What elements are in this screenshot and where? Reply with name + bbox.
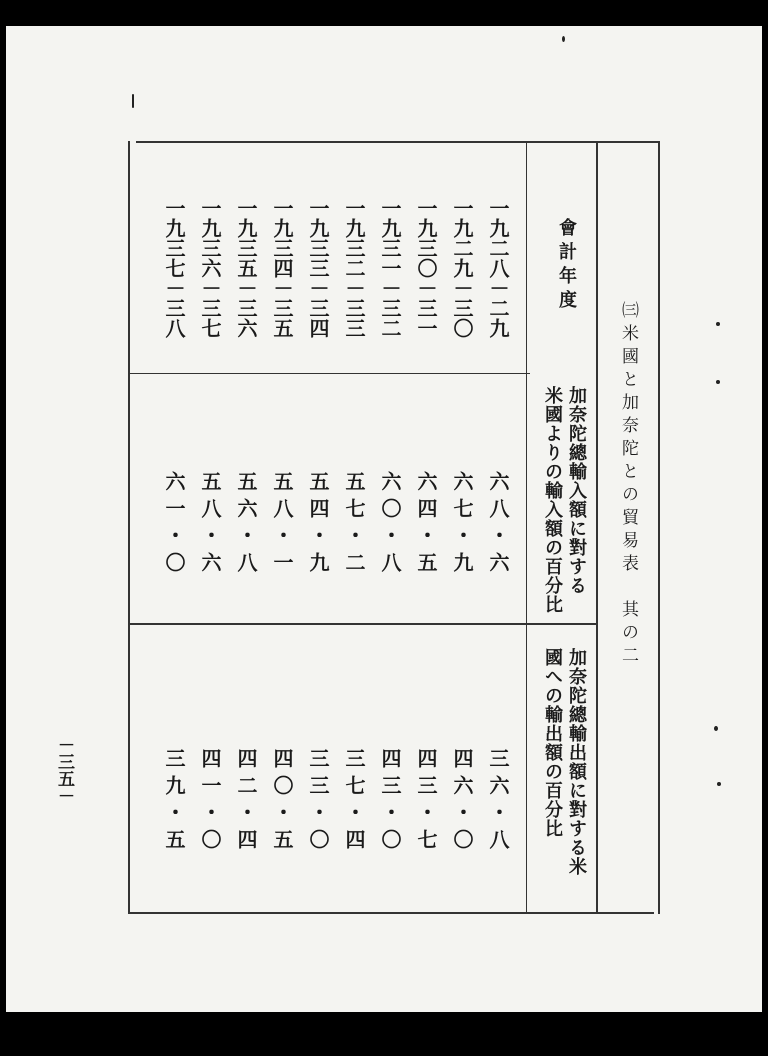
import-share-cell: 六一・〇 <box>162 471 186 579</box>
scan-speck <box>132 94 134 108</box>
import-share-cell: 五六・八 <box>234 471 258 579</box>
year-cell: 一九三七－三八 <box>162 198 186 338</box>
table-title: ㈢米國と加奈陀との貿易表 其の二 <box>618 301 638 669</box>
import-share-cell: 六七・九 <box>450 471 474 579</box>
export-share-cell: 四六・〇 <box>450 748 474 856</box>
import-share-cell: 五七・二 <box>342 471 366 579</box>
export-share-cell: 三六・八 <box>486 748 510 856</box>
scan-speck <box>716 322 720 326</box>
row-divider-1 <box>130 373 530 374</box>
year-cell: 一九三六－三七 <box>198 198 222 338</box>
import-share-cell: 五四・九 <box>306 471 330 579</box>
scanned-page <box>6 26 762 1012</box>
header-export-line-2: 國への輸出額の百分比 <box>542 648 563 838</box>
export-share-cell: 四一・〇 <box>198 748 222 856</box>
scan-speck <box>716 380 720 384</box>
page-number: －三五－ <box>54 736 74 804</box>
export-share-cell: 四〇・五 <box>270 748 294 856</box>
scan-speck <box>562 36 565 42</box>
column-divider-title <box>596 141 598 914</box>
import-share-cell: 五八・六 <box>198 471 222 579</box>
import-share-cell: 六四・五 <box>414 471 438 579</box>
export-share-cell: 三九・五 <box>162 748 186 856</box>
export-share-cell: 三七・四 <box>342 748 366 856</box>
year-cell: 一九二八－二九 <box>486 198 510 338</box>
column-divider-header <box>526 141 527 914</box>
import-share-cell: 六八・六 <box>486 471 510 579</box>
export-share-cell: 四三・〇 <box>378 748 402 856</box>
scan-speck <box>717 782 721 786</box>
export-share-cell: 三三・〇 <box>306 748 330 856</box>
header-export-line-1: 加奈陀總輸出額に對する米 <box>566 648 587 876</box>
header-import-line-1: 加奈陀總輸入額に對する <box>566 386 587 595</box>
import-share-cell: 五八・一 <box>270 471 294 579</box>
table-border-right <box>658 141 660 914</box>
year-cell: 一九三三－三四 <box>306 198 330 338</box>
year-cell: 一九三一－三二 <box>378 198 402 338</box>
year-cell: 一九三五－三六 <box>234 198 258 338</box>
header-fiscal-year: 會計年度 <box>556 218 577 314</box>
table-border-bottom <box>128 912 654 914</box>
import-share-cell: 六〇・八 <box>378 471 402 579</box>
year-cell: 一九三四－三五 <box>270 198 294 338</box>
year-cell: 一九三〇－三一 <box>414 198 438 338</box>
export-share-cell: 四三・七 <box>414 748 438 856</box>
scan-speck <box>714 726 718 731</box>
year-cell: 一九三二－三三 <box>342 198 366 338</box>
export-share-cell: 四二・四 <box>234 748 258 856</box>
table-border-left <box>128 141 130 914</box>
row-divider-2 <box>130 623 596 625</box>
header-import-line-2: 米國よりの輸入額の百分比 <box>542 386 563 614</box>
year-cell: 一九二九－三〇 <box>450 198 474 338</box>
table-border-top <box>136 141 660 143</box>
